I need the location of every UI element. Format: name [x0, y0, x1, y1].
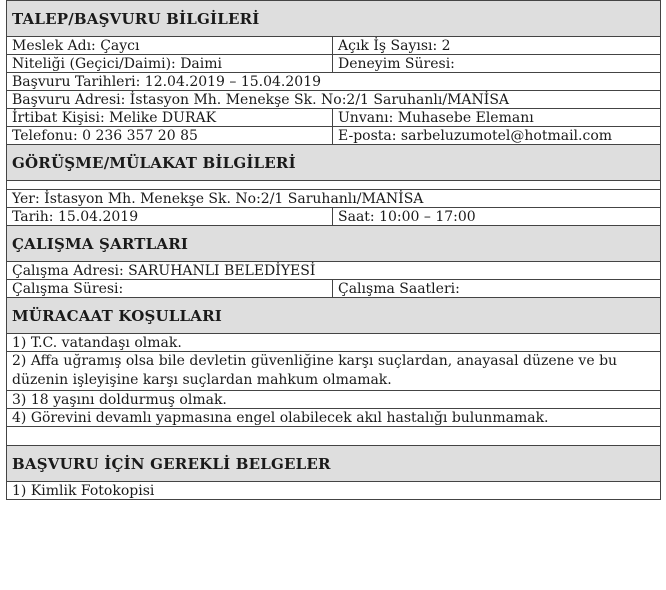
- section-header-muracaat: [7, 298, 661, 334]
- row-irtibat: [7, 109, 661, 127]
- form-table: [6, 0, 661, 500]
- eposta-cell: E-posta: sarbeluzumotel@hotmail.com: [333, 127, 661, 145]
- calisma-adresi-cell: Çalışma Adresi: SARUHANLI BELEDİYESİ: [7, 262, 661, 280]
- list-item: [7, 482, 661, 500]
- muracaat-item-4: 4) Görevini devamlı yapmasına engel olabilecek akıl hastalığı bulunmamak.: [7, 409, 661, 427]
- section-title-talep: TALEP/BAŞVURU BİLGİLERİ: [7, 1, 661, 37]
- niteligi-cell: Niteliği (Geçici/Daimi): Daimi: [7, 55, 333, 73]
- telefonu-cell: Telefonu: 0 236 357 20 85: [7, 127, 333, 145]
- section-title-belgeler: BAŞVURU İÇİN GEREKLİ BELGELER: [7, 446, 661, 482]
- list-item: [7, 334, 661, 352]
- row-nitelik: [7, 55, 661, 73]
- section-header-calisma: [7, 226, 661, 262]
- list-item: [7, 409, 661, 427]
- basvuru-tarihleri-cell: Başvuru Tarihleri: 12.04.2019 – 15.04.2019: [7, 73, 661, 91]
- irtibat-kisisi-cell: İrtibat Kişisi: Melike DURAK: [7, 109, 333, 127]
- blank-cell: [7, 427, 661, 446]
- row-yer: [7, 190, 661, 208]
- meslek-adi-cell: Meslek Adı: Çaycı: [7, 37, 333, 55]
- row-calisma-adresi: [7, 262, 661, 280]
- muracaat-item-1: 1) T.C. vatandaşı olmak.: [7, 334, 661, 352]
- tarih-cell: Tarih: 15.04.2019: [7, 208, 333, 226]
- section-title-gorusme: GÖRÜŞME/MÜLAKAT BİLGİLERİ: [7, 145, 661, 181]
- section-header-belgeler: [7, 446, 661, 482]
- list-item: [7, 352, 661, 391]
- section-header-talep: [7, 1, 661, 37]
- list-item: [7, 391, 661, 409]
- belge-item-1: 1) Kimlik Fotokopisi: [7, 482, 661, 500]
- calisma-suresi-cell: Çalışma Süresi:: [7, 280, 333, 298]
- unvani-cell: Unvanı: Muhasebe Elemanı: [333, 109, 661, 127]
- row-tarih-saat: [7, 208, 661, 226]
- muracaat-item-3: 3) 18 yaşını doldurmuş olmak.: [7, 391, 661, 409]
- row-calisma-sure: [7, 280, 661, 298]
- row-meslek: [7, 37, 661, 55]
- gap-cell: [7, 181, 661, 190]
- saat-cell: Saat: 10:00 – 17:00: [333, 208, 661, 226]
- yer-cell: Yer: İstasyon Mh. Menekşe Sk. No:2/1 Saruhanlı/MANİSA: [7, 190, 661, 208]
- deneyim-suresi-cell: Deneyim Süresi:: [333, 55, 661, 73]
- basvuru-adresi-cell: Başvuru Adresi: İstasyon Mh. Menekşe Sk. No:2/1 Saruhanlı/MANİSA: [7, 91, 661, 109]
- row-basvuru-adresi: [7, 91, 661, 109]
- muracaat-item-2: 2) Affa uğramış olsa bile devletin güvenliğine karşı suçlardan, anayasal düzene ve bu düzenin işleyişine karşı suçlardan mahkum olmamak.: [7, 352, 661, 391]
- gap-row: [7, 181, 661, 190]
- blank-row: [7, 427, 661, 446]
- section-title-muracaat: MÜRACAAT KOŞULLARI: [7, 298, 661, 334]
- row-iletisim: [7, 127, 661, 145]
- section-header-gorusme: [7, 145, 661, 181]
- section-title-calisma: ÇALIŞMA ŞARTLARI: [7, 226, 661, 262]
- calisma-saatleri-cell: Çalışma Saatleri:: [333, 280, 661, 298]
- acik-is-sayisi-cell: Açık İş Sayısı: 2: [333, 37, 661, 55]
- row-basvuru-tarihleri: [7, 73, 661, 91]
